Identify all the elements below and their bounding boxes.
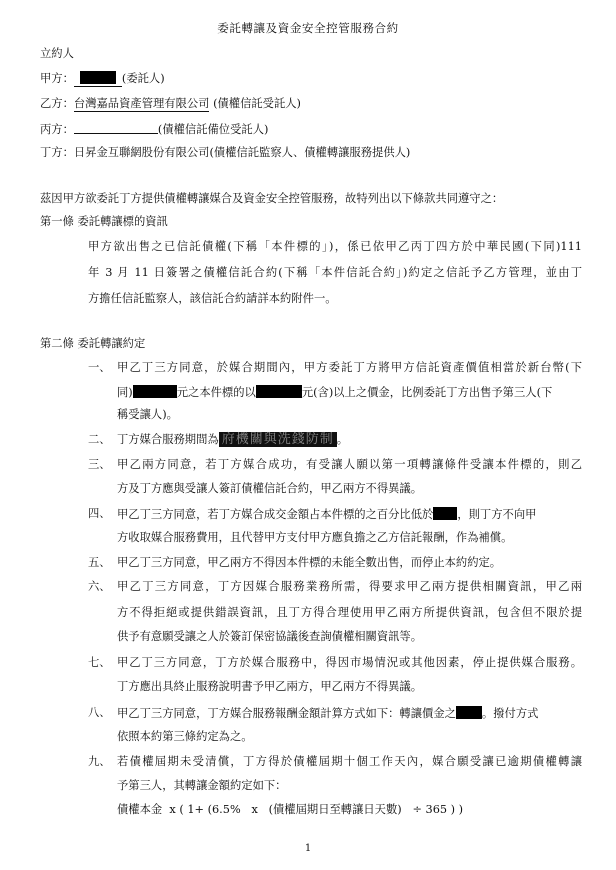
item-9-number: 九、 [88, 755, 111, 768]
redaction-block [133, 385, 177, 398]
item-8-line-1 [117, 706, 538, 721]
item-6-line-1: 甲乙丁三方同意，丁方因媒合服務業務所需，得要求甲乙兩方提供相關資訊，甲乙兩 [117, 580, 582, 593]
item-2-line [117, 432, 348, 447]
item-7-line-2: 丁方應出具終止服務說明書予甲乙兩方，甲乙兩方不得異議。 [117, 680, 423, 693]
item-2-end: 。 [336, 433, 349, 446]
item-1-line-1: 甲乙丁三方同意，於媒合期間內，甲方委託丁方將甲方信託資產價值相當於新台幣(下 [117, 361, 582, 374]
item-8-number: 八、 [88, 706, 111, 719]
item-1-line-2-c: 元(含)以上之價金，比例委託丁方出售予第三人(下 [301, 386, 553, 399]
item-8-line-1-b: 。撥付方式 [481, 707, 539, 720]
item-7-number: 七、 [88, 656, 111, 669]
page-number: 1 [304, 843, 312, 854]
party-d-line: 丁方：日昇金互聯網股份有限公司(債權信託監察人、債權轉讓服務提供人) [40, 146, 411, 159]
item-4-line-1-a: 甲乙丁三方同意，若丁方媒合成交金額占本件標的之百分比低於 [117, 508, 434, 521]
item-6-number: 六、 [88, 580, 111, 593]
redaction-block [256, 385, 302, 398]
item-8-line-1-a: 甲乙丁三方同意，丁方媒合服務報酬金額計算方式如下：轉讓價金之 [117, 707, 456, 720]
item-6-line-2: 方不得拒絕或提供錯誤資訊，且丁方得合理使用甲乙兩方所提供資訊，包含但不限於提 [117, 606, 582, 619]
item-8-line-2: 依照本約第三條約定為之。 [117, 730, 253, 743]
party-b-prefix: 乙方： [40, 97, 74, 110]
item-6-line-3: 供予有意願受讓之人於簽訂保密協議後查詢債權相關資訊等。 [117, 630, 423, 643]
redaction-block [456, 706, 482, 719]
item-5-number: 五、 [88, 556, 111, 569]
item-3-line-1: 甲乙兩方同意，若丁方媒合成功，有受讓人願以第一項轉讓條件受讓本件標的，則乙 [117, 458, 582, 471]
party-a-name-field [74, 71, 122, 87]
item-9-line-2: 予第三人，其轉讓金額約定如下： [117, 779, 287, 792]
item-3-line-2: 方及丁方應與受讓人簽訂債權信託合約，甲乙兩方不得異議。 [117, 482, 423, 495]
party-a-suffix: (委託人) [121, 72, 165, 85]
article-2-heading: 第二條 委託轉讓約定 [40, 337, 146, 350]
party-b-line [40, 97, 301, 112]
item-1-line-2-b: 元之本件標的以 [176, 386, 256, 399]
item-2-text: 丁方媒合服務期間為 [117, 433, 219, 446]
party-b-suffix: (債權信託受託人) [209, 97, 301, 110]
party-a-line [40, 71, 165, 87]
item-4-number: 四、 [88, 507, 111, 520]
party-c-line [40, 121, 268, 137]
item-5-line: 甲乙丁三方同意，甲乙兩方不得因本件標的未能全數出售，而停止本約約定。 [117, 556, 502, 569]
article-1-heading: 第一條 委託轉讓標的資訊 [40, 215, 168, 228]
item-1-line-2-a: 同) [117, 386, 133, 399]
item-4-line-1-b: ，則丁方不向甲 [457, 508, 537, 521]
item-2-number: 二、 [88, 433, 111, 446]
redaction-block [80, 71, 116, 84]
redaction-block [433, 507, 457, 520]
item-3-number: 三、 [88, 458, 111, 471]
item-4-line-1 [117, 507, 536, 522]
item-9-line-1: 若債權屆期未受清償，丁方得於債權屆期十個工作天內，媒合願受讓已逾期債權轉讓 [117, 755, 582, 768]
party-c-suffix: (債權信託備位受託人) [157, 123, 269, 136]
document-title: 委託轉讓及資金安全控管服務合約 [217, 21, 399, 35]
parties-heading: 立約人 [40, 47, 74, 60]
party-a-prefix: 甲方： [40, 72, 74, 85]
article-1-line-2: 年 3 月 11 日簽署之債權信託合約(下稱「本件信託合約」)約定之信託予乙方管理，並由丁 [88, 266, 582, 279]
article-1-line-1: 甲方欲出售之已信託債權(下稱「本件標的」)，係已依甲乙丙丁四方於中華民國(下同)111 [88, 240, 582, 253]
item-1-line-2 [117, 385, 552, 400]
item-1-line-3: 稱受讓人)。 [117, 408, 178, 421]
item-4-line-2: 方收取媒合服務費用，且代替甲方支付甲方應負擔之乙方信託報酬，作為補償。 [117, 531, 513, 544]
party-b-name: 台灣嘉品資產管理有限公司 [73, 97, 210, 110]
transfer-formula: 債權本金 x ( 1+ (6.5% x (債權屆期日至轉讓日天數) ÷ 365 ) ) [117, 803, 464, 816]
redaction-overlay: 府機關與洗錢防制 [219, 432, 337, 447]
item-7-line-1: 甲乙丁三方同意，丁方於媒合服務中，得因市場情況或其他因素，停止提供媒合服務。 [117, 656, 582, 669]
party-c-prefix: 丙方： [40, 123, 74, 136]
article-1-line-3: 方擔任信託監察人，該信託合約請詳本約附件一。 [88, 292, 337, 305]
intro-text: 茲因甲方欲委託丁方提供債權轉讓媒合及資金安全控管服務，故特列出以下條款共同遵守之： [40, 192, 504, 205]
item-1-number: 一、 [88, 361, 111, 374]
party-c-name-blank [74, 121, 158, 134]
